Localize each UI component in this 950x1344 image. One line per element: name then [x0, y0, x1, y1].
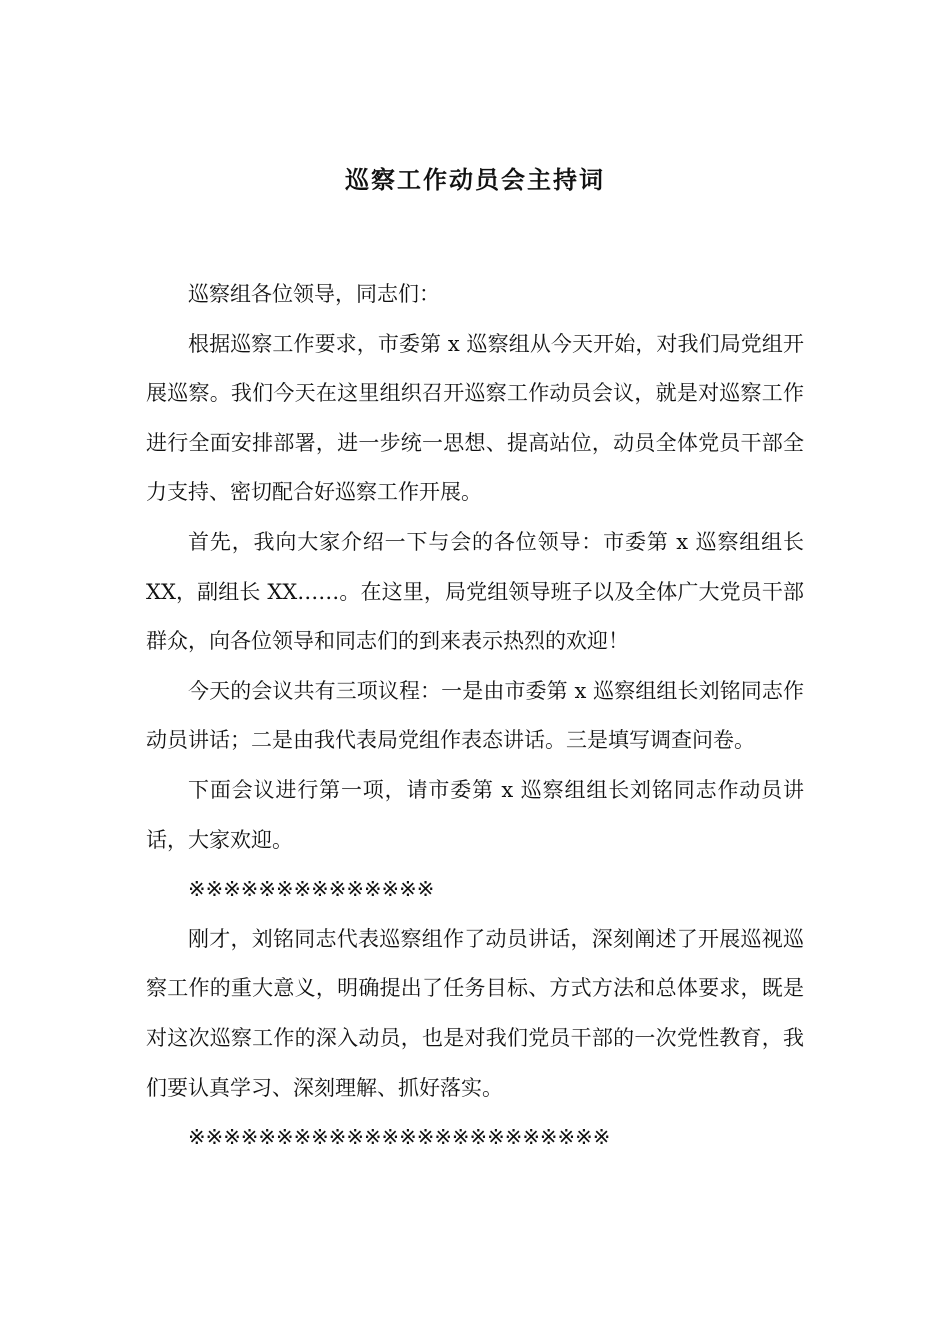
- paragraph-salutation: 巡察组各位领导，同志们：: [188, 282, 440, 306]
- paragraph-summary: 刚才，刘铭同志代表巡察组作了动员讲话，深刻阐述了开展巡视巡察工作的重大意义，明确提出了任务目标、方式方法和总体要求，既是对这次巡察工作的深入动员，也是对我们党员干部的一次党性教育，我们要认真学习、深刻理解、抓好落实。: [146, 926, 804, 1100]
- paragraph-agenda: 今天的会议共有三项议程：一是由市委第 x 巡察组组长刘铭同志作动员讲话；二是由我代表局党组作表态讲话。三是填写调查问卷。: [146, 678, 804, 753]
- document-body: [146, 270, 804, 1163]
- separator-line: ※※※※※※※※※※※※※※: [188, 877, 435, 902]
- paragraph-purpose: 根据巡察工作要求，市委第 x 巡察组从今天开始，对我们局党组开展巡察。我们今天在这里组织召开巡察工作动员会议，就是对巡察工作进行全面安排部署，进一步统一思想、提高站位，动员全体党员干部全力支持、密切配合好巡察工作开展。: [146, 331, 804, 505]
- document-title: 巡察工作动员会主持词: [345, 166, 605, 194]
- paragraph-first-item: 下面会议进行第一项，请市委第 x 巡察组组长刘铭同志作动员讲话，大家欢迎。: [146, 777, 804, 852]
- separator-line: ※※※※※※※※※※※※※※※※※※※※※※※※: [188, 1125, 611, 1150]
- paragraph-introduction: 首先，我向大家介绍一下与会的各位领导：市委第 x 巡察组组长 XX，副组长 XX……。在这里，局党组领导班子以及全体广大党员干部群众，向各位领导和同志们的到来表示热烈的欢迎！: [146, 529, 804, 654]
